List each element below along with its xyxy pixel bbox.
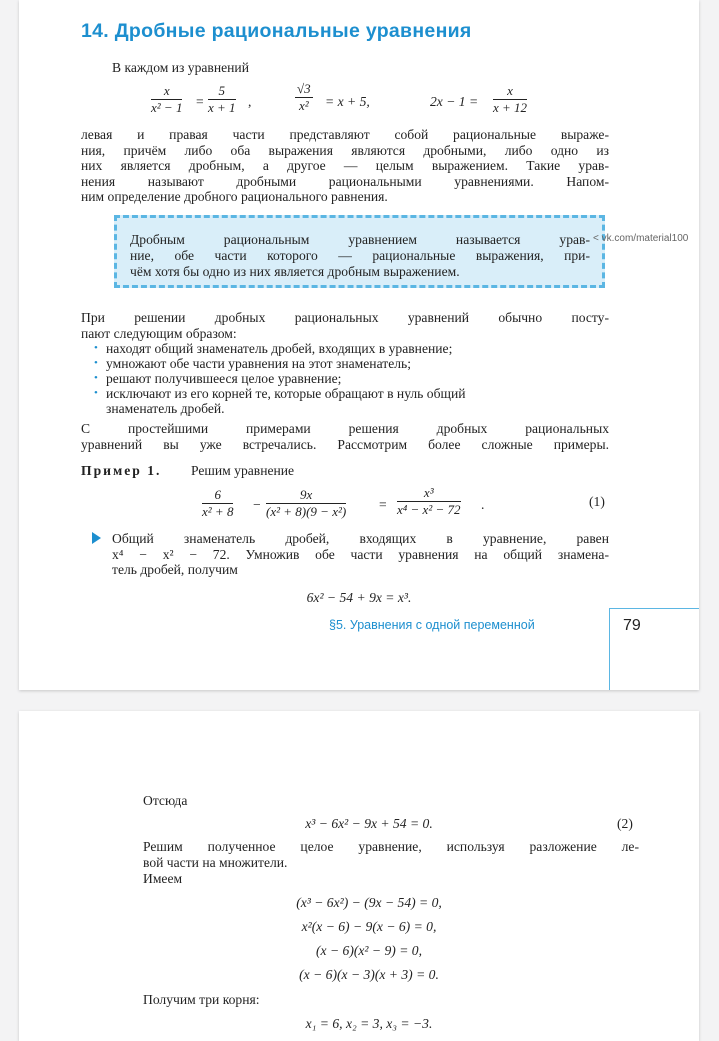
step-3: решают получившееся целое уравнение; (106, 371, 342, 386)
eq-a-equals: = (196, 94, 204, 109)
eq1-dot: . (481, 497, 485, 512)
step-line-1: (x³ − 6x²) − (9x − 54) = 0, (296, 895, 442, 910)
roots-intro: Получим три корня: (143, 992, 260, 1007)
paragraph-factorize: Решим полученное целое уравнение, используя разложение ле- вой части на множители. (143, 839, 639, 870)
eq-b-rhs: = x + 5, (325, 94, 370, 109)
eq-result: 6x² − 54 + 9x = x³. (306, 590, 412, 605)
bullet-icon: • (94, 342, 98, 354)
eq-a-right-fraction: $\frac{5}{x + 1}$ (208, 83, 236, 115)
step-1: находят общий знаменатель дробей, входящих в уравнение; (106, 341, 453, 356)
eq1-number: (1) (589, 494, 605, 509)
eq-c-lhs: 2x − 1 = (430, 94, 479, 109)
paragraph-1: левая и правая части представляют собой рациональные выраже- ния, причём либо оба выражения являются дробными, либо одно из них является дробным, а другое — целым выражением. Такие урав- нения называют дробными рациональными уравнениями. Напом- ним определение дробного рационального равнения. (81, 127, 609, 204)
solution-text: Общий знаменатель дробей, входящих в уравнение, равен x⁴ − x² − 72. Умножив обе части уравнения на общий знамена- тель дробей, получим (112, 531, 609, 577)
bullet-icon: • (94, 372, 98, 384)
paragraph-3: С простейшими примерами решения дробных рациональных уравнений вы уже встречались. Рассмотрим более сложные примеры. (81, 421, 609, 452)
step-line-3: (x − 6)(x² − 9) = 0, (316, 943, 422, 958)
example-label: Пример 1. (81, 463, 162, 478)
textbook-page-79 (19, 0, 699, 690)
step-2: умножают обе части уравнения на этот знаменатель; (106, 356, 411, 371)
textbook-page-80 (19, 711, 699, 1041)
eq2-number: (2) (617, 816, 633, 831)
triangle-arrow-icon (92, 532, 101, 544)
eq-c-fraction: $\frac{x}{x + 12}$ (493, 83, 528, 115)
watermark: < vk.com/material100 (593, 233, 689, 244)
example-text: Решим уравнение (191, 463, 295, 478)
eq2: x³ − 6x² − 9x + 54 = 0. (305, 816, 433, 831)
page-number: 79 (623, 617, 641, 634)
step-4: исключают из его корней те, которые обращают в нуль общий (106, 386, 466, 401)
definition-box: Дробным рациональным уравнением называется урав- ние, обе части которого — рациональные выражения, при- чём хотя бы одно из них является дробным выражением. (114, 215, 605, 288)
eq-a-comma: , (248, 94, 252, 109)
step-4-continued: знаменатель дробей. (106, 401, 225, 416)
footer-divider (609, 608, 699, 609)
bullet-icon: • (94, 357, 98, 369)
step-line-2: x²(x − 6) − 9(x − 6) = 0, (301, 919, 437, 934)
eq1-equals: = (379, 497, 387, 512)
paragraph-2: При решении дробных рациональных уравнений обычно посту- пают следующим образом: (81, 310, 609, 341)
eq1-minus: − (253, 497, 261, 512)
eq-a-left-fraction: $\frac{x}{\text{x² − 1}}$ (151, 83, 183, 115)
otsyuda-text: Отсюда (143, 793, 188, 808)
eq1-fraction-3: $\frac{\text{x³}}{\text{x⁴ − x² − 72}}$ (397, 485, 461, 517)
eq1-fraction-2: $\frac{9x}{\text{(x² + 8)(9 − x²)}}$ (266, 487, 347, 519)
eq1-fraction-1: $\frac{6}{\text{x² + 8}}$ (202, 487, 234, 519)
footer-divider-vertical (609, 608, 610, 690)
eq-b-fraction: $\frac{√3}{\text{x²}}$ (297, 81, 311, 113)
step-line-4: (x − 6)(x − 3)(x + 3) = 0. (299, 967, 439, 982)
roots: x₁ = 6, x₂ = 3, x₃ = −3. (305, 1016, 433, 1031)
intro-text: В каждом из уравнений (112, 60, 249, 75)
section-heading: 14. Дробные рациональные уравнения (81, 20, 472, 42)
bullet-icon: • (94, 387, 98, 399)
imeem-text: Имеем (143, 871, 183, 886)
footer-section-title: §5. Уравнения с одной переменной (329, 618, 535, 632)
